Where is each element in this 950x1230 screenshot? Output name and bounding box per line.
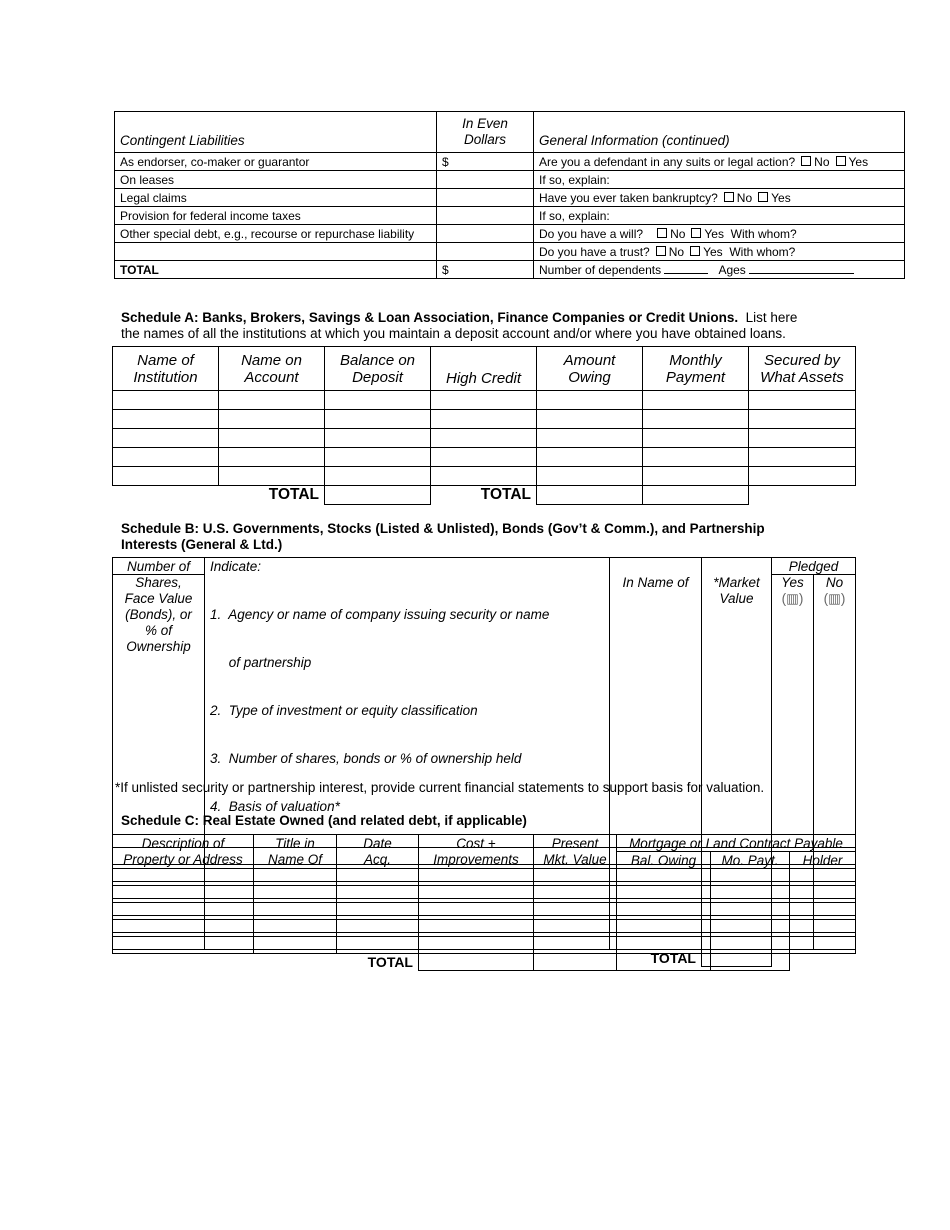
col-monthly-payment: Monthly Payment (643, 347, 749, 391)
col-date: Date (337, 835, 419, 852)
federal-taxes-amount[interactable] (437, 207, 534, 225)
schedule-a-subtitle: the names of all the institutions at which you maintain a deposit account and/or where you have obtained loans. (121, 326, 786, 341)
indicate-list (205, 575, 610, 848)
col-cost: Cost + (419, 835, 534, 852)
bankrupt-explain: If so, explain: (534, 207, 905, 225)
table-row (113, 410, 856, 429)
bankrupt-no-label: No (736, 190, 753, 205)
cost-total[interactable] (419, 954, 534, 971)
will-no-label: No (670, 226, 686, 241)
cell[interactable] (643, 429, 749, 448)
col-balance-on-deposit: Balance on Deposit (325, 347, 431, 391)
table-row (113, 903, 856, 920)
col-description-2: Property or Address (113, 852, 254, 869)
q-trust-label: Do you have a trust? (539, 244, 650, 259)
col-market-value (702, 575, 772, 848)
cell[interactable] (431, 391, 537, 410)
col-bal-owing: Bal. Owing (617, 852, 711, 869)
pledged-header: Pledged (772, 558, 856, 575)
cell[interactable] (113, 448, 219, 467)
pledged-yes-mark: (▥) (781, 591, 804, 606)
table-row (113, 886, 856, 903)
dollar-sign: $ (442, 154, 449, 169)
row-leases-label: On leases (115, 171, 437, 189)
will-yes-label: Yes (704, 226, 724, 241)
endorser-amount[interactable] (437, 153, 534, 171)
cell[interactable] (749, 410, 856, 429)
blank-amount[interactable] (437, 243, 534, 261)
cell[interactable] (749, 467, 856, 486)
cell[interactable] (749, 429, 856, 448)
schedule-a-title-rest: List here (745, 310, 798, 325)
ages-field[interactable] (749, 273, 854, 274)
q-bankrupt-label: Have you ever taken bankruptcy? (539, 190, 718, 205)
schedule-b-footnote: *If unlisted security or partnership interest, provide current financial statements to support basis for valuation. (115, 780, 765, 795)
cell[interactable] (325, 429, 431, 448)
suits-yes-checkbox[interactable] (836, 156, 846, 166)
cell[interactable] (790, 920, 856, 937)
col-present: Present (534, 835, 617, 852)
col1-line: % of (144, 623, 172, 638)
cell[interactable] (337, 937, 419, 954)
col1-line: (Bonds), or (125, 607, 192, 622)
cell[interactable] (254, 869, 337, 886)
schedule-a-total-label-2: TOTAL (431, 486, 537, 505)
cell[interactable] (113, 467, 219, 486)
row-blank-label[interactable] (115, 243, 437, 261)
dependents-field[interactable] (664, 273, 708, 274)
indicate-item: 2. Type of investment or equity classification (210, 702, 478, 718)
cell[interactable] (419, 869, 534, 886)
schedule-c-total-label: TOTAL (367, 954, 413, 971)
cell[interactable] (219, 391, 325, 410)
cell[interactable] (113, 903, 254, 920)
cell[interactable] (254, 886, 337, 903)
cell[interactable] (711, 886, 790, 903)
present-value-total[interactable] (534, 954, 617, 971)
col-mo-payt: Mo. Payt. (711, 852, 790, 869)
cell[interactable] (617, 886, 711, 903)
cell[interactable] (113, 410, 219, 429)
q-will-label: Do you have a will? (539, 226, 644, 241)
cell[interactable] (337, 869, 419, 886)
trust-no-label: No (668, 244, 685, 259)
blank (610, 558, 702, 575)
blank (113, 486, 219, 505)
bankrupt-yes-checkbox[interactable] (758, 192, 768, 202)
dependents-label: Number of dependents (539, 262, 662, 277)
market-value-line2: Value (719, 590, 754, 606)
trust-yes-label: Yes (703, 244, 723, 259)
indicate-label: Indicate: (205, 558, 610, 575)
cell[interactable] (431, 448, 537, 467)
schedule-c-table (112, 834, 856, 971)
table-row (113, 391, 856, 410)
col-in-name-of: In Name of (610, 575, 702, 848)
cell[interactable] (537, 467, 643, 486)
cell[interactable] (325, 391, 431, 410)
cell[interactable] (325, 448, 431, 467)
table-row (113, 467, 856, 486)
mortgage-header: Mortgage or Land Contract Payable (617, 835, 856, 852)
contingent-total-label: TOTAL (115, 261, 437, 279)
cell[interactable] (711, 937, 790, 954)
row-federal-taxes-label: Provision for federal income taxes (115, 207, 437, 225)
cell[interactable] (790, 903, 856, 920)
pledged-no-mark: (▥) (823, 591, 846, 606)
cell[interactable] (643, 410, 749, 429)
suits-no-label: No (814, 154, 830, 169)
schedule-b-title-line2: Interests (General & Ltd.) (121, 537, 283, 552)
contingent-total-amount[interactable] (437, 261, 534, 279)
cell[interactable] (790, 937, 856, 954)
trust-with-whom: With whom? (729, 244, 796, 259)
will-no-checkbox[interactable] (657, 228, 667, 238)
cell[interactable] (643, 467, 749, 486)
row-endorser-label: As endorser, co-maker or guarantor (115, 153, 437, 171)
suits-no-checkbox[interactable] (801, 156, 811, 166)
will-with-whom: With whom? (730, 226, 797, 241)
trust-yes-checkbox[interactable] (690, 246, 700, 256)
bankrupt-yes-label: Yes (771, 190, 791, 205)
col1-line: Ownership (126, 639, 191, 654)
schedule-a-table (112, 346, 856, 505)
col-title-in-2: Name Of (254, 852, 337, 869)
schedule-c-title: Schedule C: Real Estate Owned (and related debt, if applicable) (121, 813, 527, 828)
even-dollars-header: In Even Dollars (437, 112, 534, 153)
cell[interactable] (254, 937, 337, 954)
cell[interactable] (617, 920, 711, 937)
leases-amount[interactable] (437, 171, 534, 189)
cell[interactable] (790, 886, 856, 903)
market-value-line1: *Market (713, 574, 760, 590)
pledged-no-label: No (825, 575, 844, 590)
cell[interactable] (325, 410, 431, 429)
will-yes-checkbox[interactable] (691, 228, 701, 238)
cell[interactable] (337, 920, 419, 937)
trust-no-checkbox[interactable] (656, 246, 666, 256)
blank (113, 954, 254, 971)
col-number-of: Number of (113, 558, 205, 575)
table-row (113, 429, 856, 448)
col-description: Description of (113, 835, 254, 852)
cell[interactable] (711, 869, 790, 886)
table-row (113, 448, 856, 467)
col-name-on-account: Name on Account (219, 347, 325, 391)
special-debt-amount[interactable] (437, 225, 534, 243)
cell[interactable] (337, 886, 419, 903)
row-legal-claims-label: Legal claims (115, 189, 437, 207)
schedule-b-total-label: TOTAL (650, 949, 696, 966)
cell[interactable] (643, 448, 749, 467)
cell[interactable] (711, 920, 790, 937)
monthly-payment-total[interactable] (643, 486, 749, 505)
table-row (113, 937, 856, 954)
col-date-2: Acq. (337, 852, 419, 869)
cell[interactable] (419, 886, 534, 903)
col1-line: Shares, (135, 575, 182, 590)
cell[interactable] (254, 903, 337, 920)
blank (254, 954, 337, 971)
indicate-item: 3. Number of shares, bonds or % of ownership held (210, 750, 522, 766)
cell[interactable] (113, 886, 254, 903)
cell[interactable] (113, 937, 254, 954)
cell[interactable] (113, 391, 219, 410)
contingent-header-label: Contingent Liabilities (115, 112, 437, 153)
cell[interactable] (537, 429, 643, 448)
blank (702, 558, 772, 575)
suits-yes-label: Yes (848, 154, 869, 169)
schedule-b-title (121, 521, 765, 553)
col-title-in: Title in (254, 835, 337, 852)
general-info-header: General Information (continued) (534, 112, 905, 153)
table-row (113, 869, 856, 886)
col-present-2: Mkt. Value (534, 852, 617, 869)
cell[interactable] (219, 467, 325, 486)
balance-total[interactable] (325, 486, 431, 505)
col-name-of-institution: Name of Institution (113, 347, 219, 391)
cell[interactable] (617, 903, 711, 920)
cell[interactable] (534, 920, 617, 937)
cell[interactable] (431, 410, 537, 429)
row-special-debt-label: Other special debt, e.g., recourse or repurchase liability (115, 225, 437, 243)
dependents-row (534, 261, 905, 279)
mo-payt-total[interactable] (711, 954, 790, 971)
indicate-item: 4. Basis of valuation* (210, 798, 340, 814)
cell[interactable] (219, 448, 325, 467)
schedule-a-total-label-1: TOTAL (268, 486, 319, 503)
schedule-a-title-bold: Schedule A: Banks, Brokers, Savings & Loan Association, Finance Companies or Credit Unions. (121, 310, 739, 325)
cell[interactable] (219, 429, 325, 448)
cell[interactable] (617, 937, 711, 954)
legal-claims-amount[interactable] (437, 189, 534, 207)
blank (790, 954, 856, 971)
cell[interactable] (419, 920, 534, 937)
indicate-item: 1. Agency or name of company issuing security or name (210, 606, 550, 622)
schedule-b-title-line1: Schedule B: U.S. Governments, Stocks (Listed & Unlisted), Bonds (Gov’t & Comm.), and Partnership (121, 521, 765, 536)
cell[interactable] (113, 920, 254, 937)
cell[interactable] (711, 903, 790, 920)
cell[interactable] (643, 391, 749, 410)
q-suits (534, 153, 905, 171)
bankrupt-no-checkbox[interactable] (724, 192, 734, 202)
q-trust (534, 243, 905, 261)
suits-explain: If so, explain: (534, 171, 905, 189)
schedule-a-title (121, 310, 881, 342)
cell[interactable] (113, 429, 219, 448)
cell[interactable] (534, 903, 617, 920)
ages-label: Ages (718, 262, 746, 277)
cell[interactable] (419, 937, 534, 954)
indicate-item: of partnership (210, 654, 312, 670)
cell[interactable] (113, 869, 254, 886)
cell[interactable] (337, 903, 419, 920)
col-secured-by: Secured by What Assets (749, 347, 856, 391)
blank (749, 486, 856, 505)
contingent-liabilities-table (114, 111, 905, 279)
table-row (113, 920, 856, 937)
col-holder: Holder (790, 852, 856, 869)
col-amount-owing: Amount Owing (537, 347, 643, 391)
cell[interactable] (419, 903, 534, 920)
q-will (534, 225, 905, 243)
col-high-credit: High Credit (431, 347, 537, 391)
cell[interactable] (537, 448, 643, 467)
bal-owing-total[interactable] (617, 954, 711, 971)
cell[interactable] (325, 467, 431, 486)
cell[interactable] (534, 869, 617, 886)
pledged-yes-label: Yes (781, 575, 804, 590)
cell[interactable] (219, 410, 325, 429)
cell[interactable] (537, 391, 643, 410)
col-pledged-no (814, 575, 856, 848)
amount-owing-total[interactable] (537, 486, 643, 505)
cell[interactable] (254, 920, 337, 937)
col-pledged-yes (772, 575, 814, 848)
cell[interactable] (534, 937, 617, 954)
cell[interactable] (537, 410, 643, 429)
cell[interactable] (431, 467, 537, 486)
cell[interactable] (431, 429, 537, 448)
cell[interactable] (749, 391, 856, 410)
col-shares-face-value (113, 575, 205, 848)
cell[interactable] (617, 869, 711, 886)
cell[interactable] (749, 448, 856, 467)
col-cost-2: Improvements (419, 852, 534, 869)
total-dollar-sign: $ (442, 262, 449, 277)
cell[interactable] (534, 886, 617, 903)
q-suits-label: Are you a defendant in any suits or legal action? (539, 154, 796, 169)
q-bankrupt (534, 189, 905, 207)
col1-line: Face Value (124, 591, 193, 606)
cell[interactable] (790, 869, 856, 886)
